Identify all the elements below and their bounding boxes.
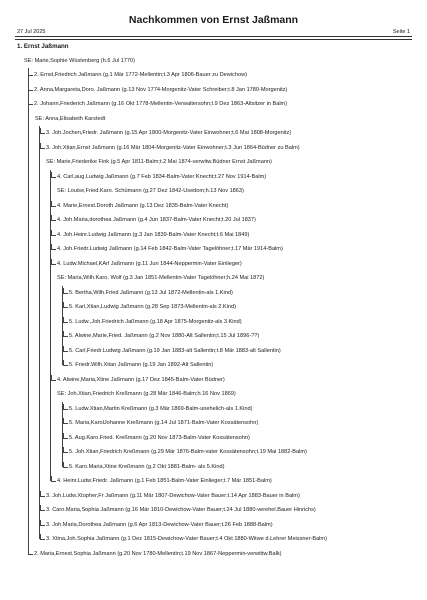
descendant-entry — [46, 129, 291, 138]
tree-connector — [63, 418, 68, 424]
tree-connector — [63, 346, 68, 352]
descendant-entry — [57, 245, 283, 254]
tree-connector — [51, 259, 56, 265]
descendant-entry — [46, 144, 300, 153]
tree-connector — [51, 476, 56, 482]
tree-connector — [40, 143, 45, 149]
entry-text: 4. Heinr.Ludw.Friedr. Jaßmann (g.1 Feb 1851-Balm-Vater Einlieger;t.7 Mär 1851-Balm) — [57, 478, 272, 484]
tree-connector — [63, 331, 68, 337]
descendant-entry — [46, 506, 316, 515]
entry-text: 2. Ernst,Friedrich Jaßmann (g.1 Mär 1772-Mellentin;t.3 Apr 1806-Bauer zu Dewichow) — [34, 72, 247, 78]
descendant-entry — [46, 521, 273, 530]
tree-guide-line — [39, 126, 40, 539]
tree-connector — [40, 128, 45, 134]
entry-text: 4. Alwine,Maria,Xtine Jaßmann (g.17 Dez 1845-Balm-Vater Büdner) — [57, 376, 225, 383]
descendant-entry — [57, 202, 228, 211]
entry-text: 5. Carl,Friedr.Ludwig Jaßmann (g.19 Jan 1883-alt Sallentin;t.8 Mär 1883-alt Sallentin) — [69, 347, 281, 354]
entry-text: 4. Marie,Ernest.Doroth Jaßmann (g.13 Dez 1835-Balm-Vater Knecht) — [57, 202, 229, 209]
report-date: 27 Jul 2025 — [17, 29, 46, 35]
entry-text: 5. Karl,Xtian,Ludwig Jaßmann (g.28 Sep 1873-Mellentin-als 2.Kind) — [69, 304, 236, 310]
root-person — [17, 42, 69, 51]
tree-connector — [51, 201, 56, 207]
tree-connector — [63, 302, 68, 308]
entry-text: 5. Alwine,Marie,Fried. Jaßmann (g.2 Nov 1880-Alt Sallentin;t.15 Jul 1896-??) — [69, 333, 260, 339]
entry-text: SE: Joh.Xtian,Friedrich Kreßmann (g.28 Mär 1846-Balm;h.16 Nov 1869) — [57, 391, 236, 397]
tree-guide-line — [28, 68, 29, 554]
entry-text: 5. Bertha,Wilh.Fried Jaßmann (g.13 Jul 1872-Mellentin-als 1.Kind) — [69, 289, 233, 296]
entry-text: 5. Aug.Karo.Fried. Kreßmann (g.20 Nov 1873-Balm-Vater Kossätensohn) — [69, 434, 250, 441]
entry-text: 5. Ludw.Xtian,Martin Kreßmann (g.3 Mär 1869-Balm-unehelich-als 1.Kind) — [69, 405, 253, 412]
descendant-entry — [34, 100, 287, 109]
tree-connector — [51, 215, 56, 221]
entry-text: 1. Ernst Jaßmann — [17, 43, 69, 50]
entry-text: 4. Ludw.Michael,KArl Jaßmann (g.11 Jun 1844-Neppermin-Vater Einlieger) — [57, 260, 242, 267]
entry-text: 3. Caro.Maria,Sophia Jaßmann (g.16 Mär 1810-Dewichow-Vater Bauer;t.24 Jul 1880-verehel.Bauer Hinrichs) — [46, 507, 316, 513]
descendant-entry — [34, 71, 247, 80]
tree-connector — [63, 447, 68, 453]
tree-connector — [63, 433, 68, 439]
page-title: Nachkommen von Ernst Jaßmann — [128, 14, 299, 26]
entry-text: SE: Anna,Elisabeth Karstedt — [35, 115, 106, 122]
descendant-entry — [69, 434, 250, 443]
entry-text: 2. Johann,Friederich Jaßmann (g.16 Okt 1778-Mellentin-Verwaltersohn;t.9 Dez 1863-Altsitzer in Balm) — [34, 101, 288, 107]
entry-text: 2. Anna,Margareta,Doro. Jaßmann (g.13 Nov 1774-Morgenitz-Vater Schreiber;t.8 Jan 1780-Morgenitz) — [34, 86, 288, 93]
spouse-entry — [35, 115, 105, 124]
tree-connector — [51, 375, 56, 381]
descendant-entry — [57, 231, 249, 240]
entry-text: 3. Joh.Maria,Dorothea Jaßmann (g.6 Apr 1813-Dewichow-Vater Bauer;t.26 Feb 1888-Balm) — [46, 521, 273, 528]
entry-text: 3. Joh.Xtian,Ernst Jaßmann (g.16 Mär 1804-Morgenitz-Vater Einwohner;t.3 Jun 1864-Büdner zu Balm) — [46, 144, 300, 151]
descendant-entry — [69, 347, 281, 356]
descendant-entry — [69, 419, 258, 428]
descendant-entry — [46, 492, 300, 501]
descendant-entry — [57, 477, 272, 486]
tree-connector — [40, 534, 45, 540]
descendant-entry — [69, 361, 213, 370]
entry-text: 5. Joh.Xtian,Friedrich Kreßmann (g.29 Mär 1876-Balm-vater Kossätensohn;t.19 Mai 1882-Balm) — [69, 449, 307, 455]
descendant-entry — [69, 405, 252, 414]
tree-guide-line — [62, 402, 63, 467]
tree-connector — [40, 505, 45, 511]
entry-text: 4. Joh.Maria,dorothea Jaßmann (g.4 Jun 1837-Balm-Vater Knecht;t.20 Jul 1837) — [57, 217, 256, 223]
descendant-entry — [34, 86, 287, 95]
tree-connector — [63, 317, 68, 323]
spouse-entry — [57, 274, 264, 283]
page-number: Seite 1 — [392, 29, 410, 35]
tree-guide-line — [50, 170, 51, 482]
spouse-entry — [57, 187, 244, 196]
entry-text: 4. Joh.Friedr.Ludwig Jaßmann (g.14 Feb 1842-Balm-Vater Tagelöhner;t.17 Mär 1914-Balm) — [57, 246, 283, 252]
tree-connector — [63, 404, 68, 410]
descendant-entry — [69, 463, 224, 472]
tree-connector — [40, 520, 45, 526]
entry-text: 5. Karo.Maria,Xtine Kreßmann (g.2 Okt 1881-Balm- als 5.Kind) — [69, 463, 225, 470]
tree-connector — [63, 288, 68, 294]
descendant-entry — [69, 448, 307, 457]
entry-text: 4. Joh.Heinr.Ludwig Jaßmann (g.3 Jan 1839-Balm-Vater Knecht;t.6 Mai 1849) — [57, 231, 250, 238]
tree-connector — [51, 230, 56, 236]
entry-text: 5. Friedr.Wilh.Xtian Jaßmann (g.19 Jan 1892-Alt Sallentin) — [69, 362, 214, 368]
entry-text: SE: Maria,Wilh.Karo. Wolf (g.3 Jan 1851-Mellentin-Vater Tagelöhner;h.24 Mai 1872) — [57, 275, 265, 281]
entry-text: 3. Joh.Ludw.Xtopher,Fr Jaßmann (g.11 Mär 1807-Dewichow-Vater Bauer;t.14 Apr 1883-Bauer in Balm) — [46, 492, 300, 499]
descendant-entry — [46, 535, 327, 544]
spouse-entry — [46, 158, 272, 167]
spouse-entry — [24, 57, 135, 66]
tree-guide-line — [62, 286, 63, 366]
tree-connector — [63, 462, 68, 468]
entry-text: 5. Maria,KarolJohanne Kreßmann (g.14 Jul 1871-Balm-Vater Kossätensohn) — [69, 420, 259, 426]
descendant-entry — [57, 260, 242, 269]
entry-text: SE: Louise,Fried.Karo. Schümann (g.27 Dez 1842-Usedom;h.13 Nov 1863) — [57, 188, 244, 194]
entry-text: 3. Xtina,Joh.Sophia Jaßmann (g.1 Dez 1815-Dewichow-Vater Bauer;t.4 Okt 1880-Witwe d.Lehrer Meissner-Balm) — [46, 536, 327, 542]
descendant-entry — [69, 303, 236, 312]
entry-text: SE: Marie,Sophie Wüstenberg (h.6 Jul 1770) — [24, 57, 136, 64]
descendant-entry — [69, 318, 242, 327]
entry-text: 4. Carl,aug.Ludwig Jaßmann (g.7 Feb 1834-Balm-Vater Knecht;t.27 Nov 1914-Balm) — [57, 173, 267, 180]
descendant-entry — [69, 332, 259, 341]
tree-connector — [51, 244, 56, 250]
tree-connector — [63, 360, 68, 366]
entry-text: SE: Marie,Friederike Fink (g.5 Apr 1811-Balm;t.2 Mai 1874-verwitw.Büdner Ernst Jaßmann) — [46, 159, 272, 165]
entry-text: 5. Ludw.,Joh.Friedrich Jaßmann (g.18 Apr 1875-Morgenitz-als 3.Kind) — [69, 318, 242, 325]
descendant-entry — [57, 376, 225, 385]
descendant-entry — [57, 173, 266, 182]
tree-connector — [51, 172, 56, 178]
entry-text: 2. Maria,Ernest.Sophia Jaßmann (g.20 Nov 1780-Mellentin;t.19 Nov 1867-Neppermin-verwittw.Balk) — [34, 550, 282, 557]
tree-connector — [40, 491, 45, 497]
descendant-entry — [57, 216, 256, 225]
spouse-entry — [57, 390, 236, 399]
descendant-entry — [69, 289, 233, 298]
entry-text: 3. Joh.Jochen,Friedr. Jaßmann (g.15 Apr 1800-Morgenitz-Vater Einwohner;t.6 Mai 1808-Morgenitz) — [46, 130, 292, 136]
descendant-entry — [34, 550, 281, 559]
